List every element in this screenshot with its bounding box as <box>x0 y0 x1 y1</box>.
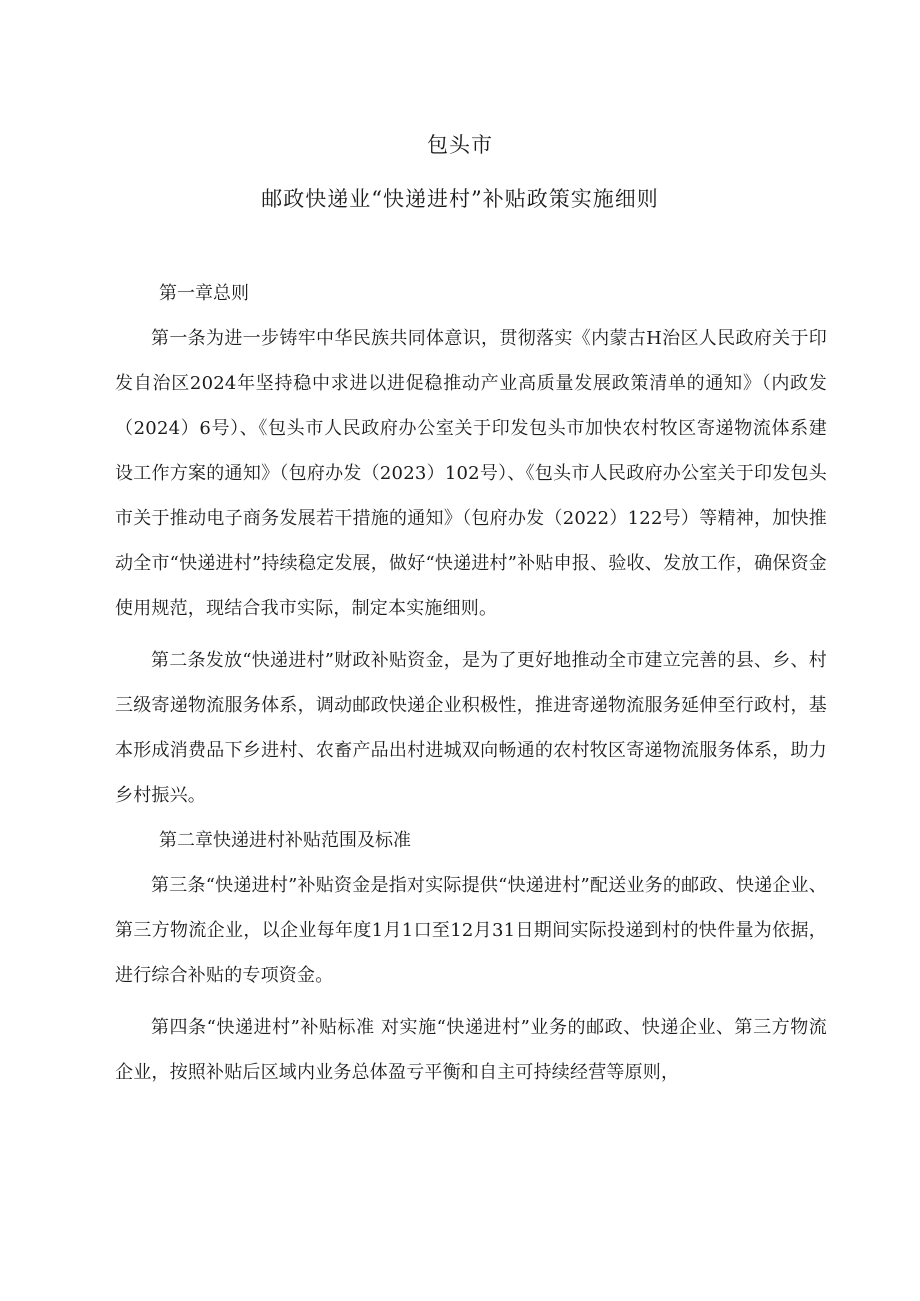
chapter-1-heading: 第一章总则 <box>159 283 249 304</box>
article-3: 第三条“快递进村”补贴资金是指对实际提供“快递进村”配送业务的邮政、快递企业、第三方物流企业，以企业每年度1月1口至12月31日期间实际投递到村的快件量为依据，进行综合补贴的专项资金。 <box>115 875 827 986</box>
chapter-2-heading: 第二章快递进村补贴范围及标准 <box>159 830 411 851</box>
document-title-city: 包头市 <box>427 133 493 157</box>
document-body <box>115 271 827 1095</box>
article-4: 第四条“快递进村”补贴标准 对实施“快递进村”业务的邮政、快递企业、第三方物流企业，按照补贴后区域内业务总体盈亏平衡和自主可持续经营等原则， <box>115 1017 827 1083</box>
article-1: 第一条为进一步铸牢中华民族共同体意识，贯彻落实《内蒙古H治区人民政府关于印发自治区2024年坚持稳中求进以进促稳推动产业高质量发展政策清单的通知》（内政发（2024）6号）、《包头市人民政府办公室关于印发包头市加快农村牧区寄递物流体系建设工作方案的通知》（包府办发（2023）102号）、《包头市人民政府办公室关于印发包头市关于推动电子商务发展若干措施的通知》（包府办发（2022）122号）等精神，加快推动全市“快递进村”持续稳定发展，做好“快递进村”补贴申报、验收、发放工作，确保资金使用规范，现结合我市实际，制定本实施细则。 <box>115 328 827 619</box>
article-2: 第二条发放“快递进村”财政补贴资金，是为了更好地推动全市建立完善的县、乡、村三级寄递物流服务体系，调动邮政快递企业积极性，推进寄递物流服务延伸至行政村，基本形成消费品下乡进村、农畜产品出村进城双向畅通的农村牧区寄递物流服务体系，助力乡村振兴。 <box>115 650 827 806</box>
document-title: 邮政快递业“快递进村”补贴政策实施细则 <box>261 187 659 211</box>
